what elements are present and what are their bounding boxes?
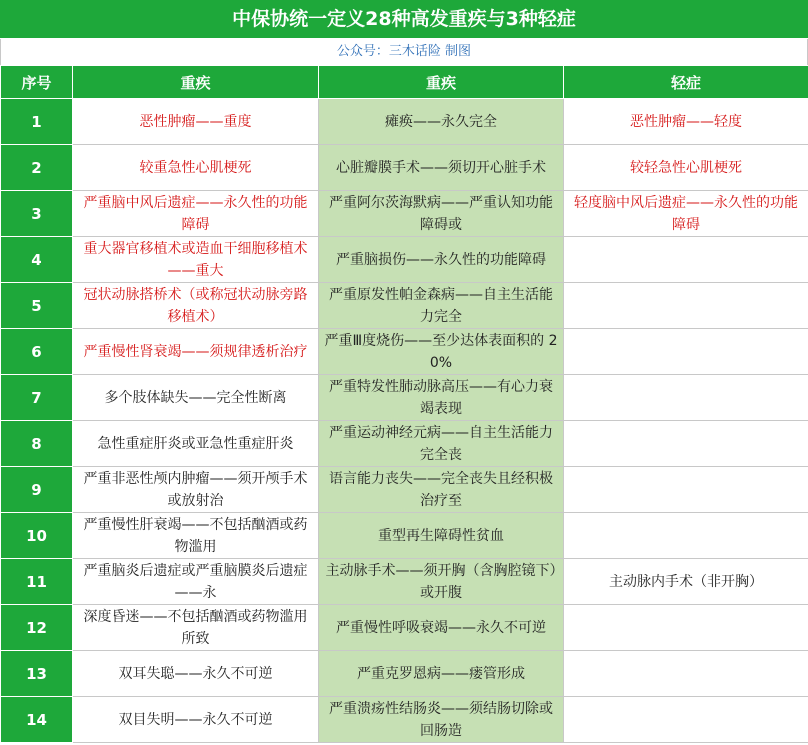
row-number: 8 [1, 421, 73, 467]
table-row [1, 191, 808, 237]
critical-illness-cell: 严重非恶性颅内肿瘤——须开颅手术或放射治 [73, 467, 319, 513]
row-number: 4 [1, 237, 73, 283]
critical-illness-cell: 严重脑炎后遗症或严重脑膜炎后遗症——永 [73, 559, 319, 605]
row-number: 6 [1, 329, 73, 375]
critical-illness-cell: 恶性肿瘤——重度 [73, 99, 319, 145]
mild-illness-cell: 恶性肿瘤——轻度 [564, 99, 808, 145]
row-number: 3 [1, 191, 73, 237]
mild-illness-cell [564, 375, 808, 421]
mild-illness-cell [564, 237, 808, 283]
critical-illness-cell: 重型再生障碍性贫血 [319, 513, 564, 559]
table-row [1, 375, 808, 421]
mild-illness-cell: 主动脉内手术（非开胸） [564, 559, 808, 605]
critical-illness-cell: 多个肢体缺失——完全性断离 [73, 375, 319, 421]
row-number: 14 [1, 697, 73, 743]
critical-illness-cell: 严重运动神经元病——自主生活能力完全丧 [319, 421, 564, 467]
critical-illness-cell: 重大器官移植术或造血干细胞移植术——重大 [73, 237, 319, 283]
mild-illness-cell [564, 651, 808, 697]
page-title: 中保协统一定义28种高发重疾与3种轻症 [0, 0, 808, 39]
critical-illness-cell: 心脏瓣膜手术——须切开心脏手术 [319, 145, 564, 191]
critical-illness-cell: 严重特发性肺动脉高压——有心力衰竭表现 [319, 375, 564, 421]
table-row [1, 99, 808, 145]
table-row [1, 513, 808, 559]
table-row [1, 283, 808, 329]
critical-illness-cell: 深度昏迷——不包括酗酒或药物滥用所致 [73, 605, 319, 651]
critical-illness-cell: 严重慢性肾衰竭——须规律透析治疗 [73, 329, 319, 375]
critical-illness-cell: 严重原发性帕金森病——自主生活能力完全 [319, 283, 564, 329]
critical-illness-cell: 严重脑损伤——永久性的功能障碍 [319, 237, 564, 283]
row-number: 10 [1, 513, 73, 559]
row-number: 5 [1, 283, 73, 329]
critical-illness-cell: 严重溃疡性结肠炎——须结肠切除或回肠造 [319, 697, 564, 743]
row-number: 2 [1, 145, 73, 191]
mild-illness-cell [564, 283, 808, 329]
critical-illness-cell: 急性重症肝炎或亚急性重症肝炎 [73, 421, 319, 467]
mild-illness-cell: 较轻急性心肌梗死 [564, 145, 808, 191]
mild-illness-cell [564, 513, 808, 559]
critical-illness-cell: 主动脉手术——须开胸（含胸腔镜下）或开腹 [319, 559, 564, 605]
critical-illness-cell: 较重急性心肌梗死 [73, 145, 319, 191]
header-number: 序号 [1, 66, 73, 99]
critical-illness-cell: 严重阿尔茨海默病——严重认知功能障碍或 [319, 191, 564, 237]
table-row [1, 559, 808, 605]
critical-illness-cell: 严重慢性呼吸衰竭——永久不可逆 [319, 605, 564, 651]
critical-illness-cell: 冠状动脉搭桥术（或称冠状动脉旁路移植术） [73, 283, 319, 329]
mild-illness-cell: 轻度脑中风后遗症——永久性的功能障碍 [564, 191, 808, 237]
mild-illness-cell [564, 605, 808, 651]
header-critical-1: 重疾 [73, 66, 319, 99]
critical-illness-cell: 瘫痪——永久完全 [319, 99, 564, 145]
table-row [1, 697, 808, 743]
mild-illness-cell [564, 421, 808, 467]
critical-illness-cell: 严重脑中风后遗症——永久性的功能障碍 [73, 191, 319, 237]
critical-illness-cell: 严重Ⅲ度烧伤——至少达体表面积的 20% [319, 329, 564, 375]
header-critical-2: 重疾 [319, 66, 564, 99]
subtitle: 公众号：三木话险 制图 [0, 39, 808, 65]
table-row [1, 329, 808, 375]
table-row [1, 467, 808, 513]
row-number: 1 [1, 99, 73, 145]
table-row [1, 237, 808, 283]
critical-illness-cell: 严重克罗恩病——瘘管形成 [319, 651, 564, 697]
mild-illness-cell [564, 697, 808, 743]
critical-illness-cell: 双耳失聪——永久不可逆 [73, 651, 319, 697]
header-mild: 轻症 [564, 66, 808, 99]
row-number: 11 [1, 559, 73, 605]
critical-illness-cell: 双目失明——永久不可逆 [73, 697, 319, 743]
row-number: 12 [1, 605, 73, 651]
table-row [1, 145, 808, 191]
row-number: 9 [1, 467, 73, 513]
critical-illness-cell: 严重慢性肝衰竭——不包括酗酒或药物滥用 [73, 513, 319, 559]
table-body [1, 99, 808, 743]
mild-illness-cell [564, 329, 808, 375]
row-number: 7 [1, 375, 73, 421]
disease-table [0, 65, 808, 743]
mild-illness-cell [564, 467, 808, 513]
table-row [1, 651, 808, 697]
critical-illness-cell: 语言能力丧失——完全丧失且经积极治疗至 [319, 467, 564, 513]
row-number: 13 [1, 651, 73, 697]
table-row [1, 605, 808, 651]
header-row [1, 66, 808, 99]
table-row [1, 421, 808, 467]
